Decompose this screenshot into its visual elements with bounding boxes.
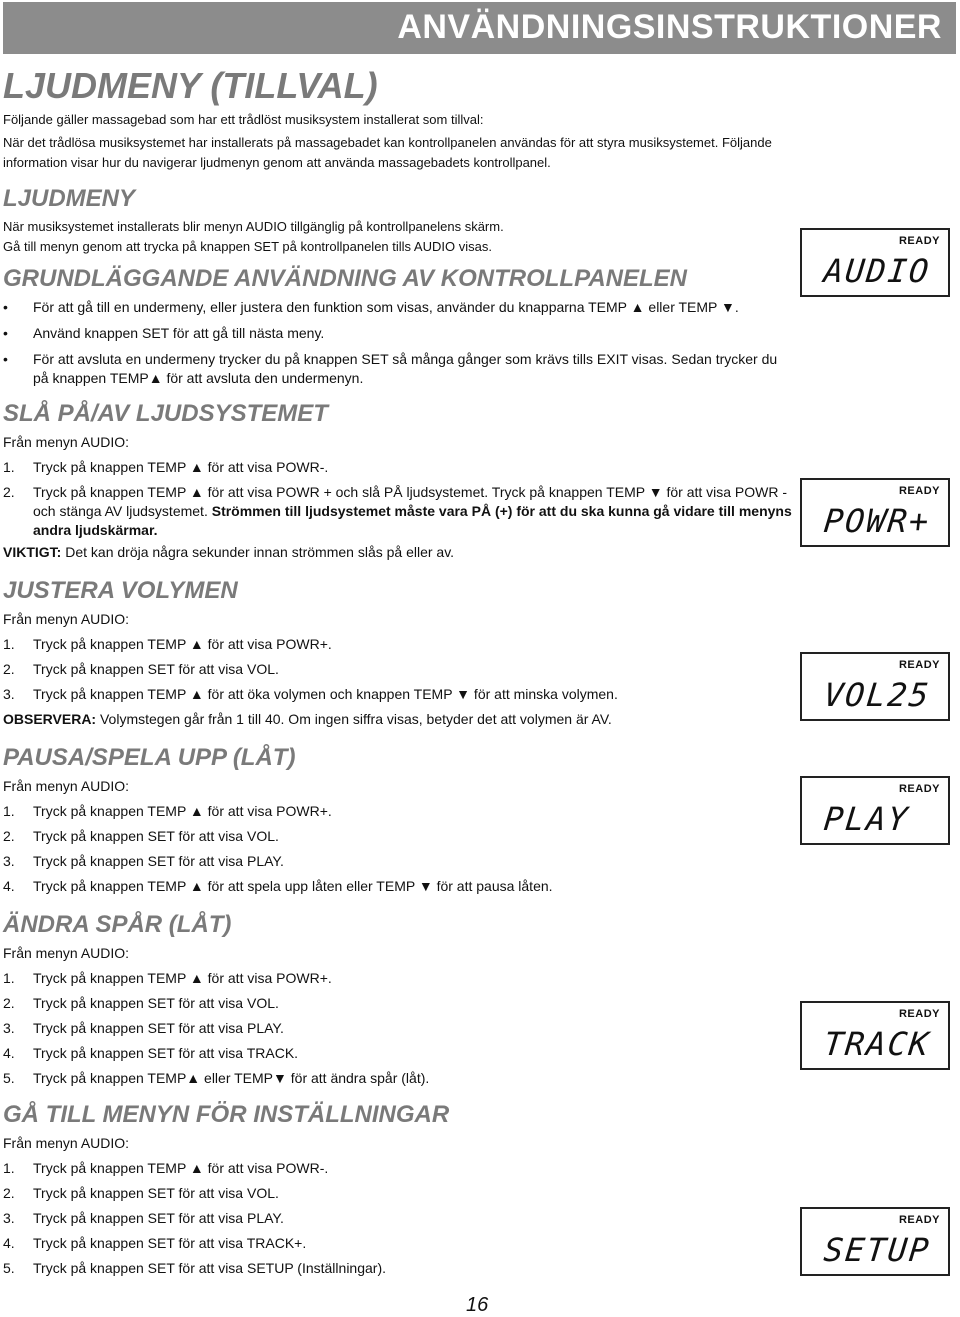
section-heading-track: ÄNDRA SPÅR (LÅT) — [3, 911, 232, 938]
ljudmeny-line: När musiksystemet installerats blir menyn AUDIO tillgänglig på kontrollpanelens skärm. — [3, 219, 504, 234]
section-heading-pause: PAUSA/SPELA UPP (LÅT) — [3, 744, 296, 771]
step: 4. Tryck på knappen SET för att visa TRACK. — [3, 1045, 299, 1061]
section-heading-basic: GRUNDLÄGGANDE ANVÄNDNING AV KONTROLLPANELEN — [3, 265, 687, 292]
step: 5. Tryck på knappen SET för att visa SETUP (Inställningar). — [3, 1260, 387, 1276]
header-banner — [3, 2, 956, 54]
list-item: • Använd knappen SET för att gå till nästa meny. — [3, 325, 325, 341]
lcd-display-power — [800, 478, 950, 547]
step: 2. Tryck på knappen SET för att visa VOL. — [3, 1185, 279, 1201]
step: 3. Tryck på knappen SET för att visa PLAY. — [3, 853, 284, 869]
lcd-display-track — [800, 1001, 950, 1070]
note: VIKTIGT: Det kan dröja några sekunder innan strömmen slås på eller av. — [3, 544, 455, 560]
lcd-text: VOL25 — [822, 676, 933, 714]
step: 3. Tryck på knappen SET för att visa PLAY. — [3, 1020, 284, 1036]
page-content — [3, 64, 793, 1281]
lcd-text: AUDIO — [822, 252, 933, 290]
lcd-text: PLAY — [822, 800, 912, 838]
lcd-display-play — [800, 776, 950, 845]
step: 4. Tryck på knappen TEMP ▲ för att spela upp låten eller TEMP ▼ för att pausa låten. — [3, 878, 553, 894]
from-menu: Från menyn AUDIO: — [3, 611, 130, 627]
lcd-display-volume — [800, 652, 950, 721]
ready-indicator: READY — [898, 1008, 940, 1020]
ready-indicator: READY — [898, 659, 940, 671]
step: 1. Tryck på knappen TEMP ▲ för att visa POWR+. — [3, 803, 332, 819]
ready-indicator: READY — [898, 235, 940, 247]
step: 5. Tryck på knappen TEMP▲ eller TEMP▼ för att ändra spår (låt). — [3, 1070, 430, 1086]
ready-indicator: READY — [898, 1214, 940, 1226]
step: 2. Tryck på knappen TEMP ▲ för att visa POWR + och slå PÅ ljudsystemet. Tryck på knappen TEMP ▼ för att visa POWR - och stänga AV ljudsystemet. Strömmen till ljudsystemet måste vara PÅ (+) för att du ska kunna gå vidare till menyns andra ljudskärmar. — [3, 484, 792, 538]
lcd-text: TRACK — [822, 1025, 933, 1063]
list-item: • För att avsluta en undermeny trycker du på knappen SET så många gånger som krävs tills EXIT visas. Sedan trycker du på knappen TEMP▲ för att avsluta den undermenyn. — [3, 351, 778, 386]
page-number: 16 — [466, 1294, 489, 1316]
lcd-display-audio — [800, 228, 950, 297]
from-menu: Från menyn AUDIO: — [3, 434, 130, 450]
list-item: • För att gå till en undermeny, eller justera den funktion som visas, använder du knapparna TEMP ▲ eller TEMP ▼. — [3, 299, 739, 315]
intro — [3, 110, 793, 173]
intro-line: Följande gäller massagebad som har ett trådlöst musiksystem installerat som tillval: — [3, 112, 484, 127]
step: 4. Tryck på knappen SET för att visa TRACK+. — [3, 1235, 307, 1251]
step: 1. Tryck på knappen TEMP ▲ för att visa POWR-. — [3, 1160, 329, 1176]
step: 2. Tryck på knappen SET för att visa VOL. — [3, 995, 279, 1011]
step: 2. Tryck på knappen SET för att visa VOL. — [3, 661, 279, 677]
from-menu: Från menyn AUDIO: — [3, 945, 130, 961]
from-menu: Från menyn AUDIO: — [3, 778, 130, 794]
lcd-text: SETUP — [822, 1231, 933, 1269]
section-heading-setup: GÅ TILL MENYN FÖR INSTÄLLNINGAR — [3, 1101, 450, 1128]
page-title: LJUDMENY (TILLVAL) — [3, 65, 378, 106]
header-title: ANVÄNDNINGSINSTRUKTIONER — [397, 8, 942, 46]
intro-line: När det trådlösa musiksystemet har installerats på massagebadet kan kontrollpanelen användas för att styra musiksystemet. Följande information visar hur du navigerar ljudmenyn genom att använda massagebadets kontrollpanel. — [3, 135, 772, 170]
step: 3. Tryck på knappen TEMP ▲ för att öka volymen och knappen TEMP ▼ för att minska volymen. — [3, 686, 618, 702]
section-heading-volume: JUSTERA VOLYMEN — [3, 577, 238, 604]
lcd-display-setup — [800, 1207, 950, 1276]
section-heading-power: SLÅ PÅ/AV LJUDSYSTEMET — [3, 400, 328, 427]
note: OBSERVERA: Volymstegen går från 1 till 40. Om ingen siffra visas, betyder det att volymen är AV. — [3, 711, 612, 727]
section-heading-ljudmeny: LJUDMENY — [3, 185, 136, 212]
step: 1. Tryck på knappen TEMP ▲ för att visa POWR-. — [3, 459, 329, 475]
from-menu: Från menyn AUDIO: — [3, 1135, 130, 1151]
ljudmeny-line: Gå till menyn genom att trycka på knappen SET på kontrollpanelen tills AUDIO visas. — [3, 239, 492, 254]
lcd-text: POWR+ — [822, 502, 933, 540]
step: 1. Tryck på knappen TEMP ▲ för att visa POWR+. — [3, 636, 332, 652]
step: 1. Tryck på knappen TEMP ▲ för att visa POWR+. — [3, 970, 332, 986]
step: 3. Tryck på knappen SET för att visa PLAY. — [3, 1210, 284, 1226]
ready-indicator: READY — [898, 485, 940, 497]
basic-bullets — [3, 298, 793, 388]
step: 2. Tryck på knappen SET för att visa VOL. — [3, 828, 279, 844]
ready-indicator: READY — [898, 783, 940, 795]
